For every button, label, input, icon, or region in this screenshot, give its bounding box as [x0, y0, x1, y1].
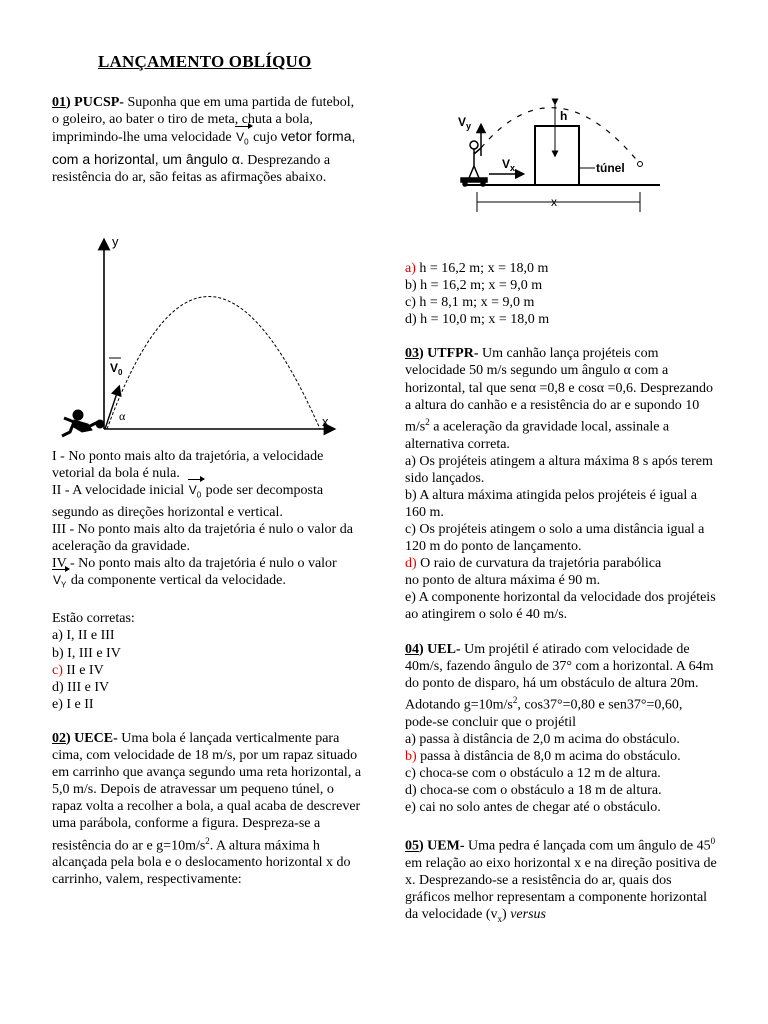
tunnel-block	[535, 126, 579, 185]
q01-intro	[52, 94, 364, 186]
v0-vector-symbol: $V_0$	[188, 482, 202, 503]
q03-number: 03)	[405, 346, 424, 362]
q01-source: PUCSP-	[74, 95, 124, 110]
x-axis-label: x	[322, 413, 329, 429]
q01-statement-4: IV - No ponto mais alto da trajetória é nulo o valor	[52, 555, 337, 571]
q05-number: 05)	[405, 838, 424, 854]
q02-option-a: a) h = 16,2 m; x = 18,0 m	[405, 261, 549, 276]
q03-option-a: a) Os projéteis atingem a altura máxima 8 s após terem sido lançados.	[405, 453, 713, 486]
goalkeeper-figure	[62, 410, 104, 436]
q01-text-end: Desprezando a resistência do ar, são feitas as afirmações abaixo.	[52, 152, 331, 185]
angle-label: α	[119, 408, 126, 423]
q03-option-c: c) Os projéteis atingem o solo a uma distância igual a 120 m do ponto de lançamento.	[405, 521, 705, 555]
q01-prompt: Estão corretas:	[52, 611, 135, 627]
vx-label: $V_x$	[502, 157, 516, 173]
q01-option-d: d) III e IV	[52, 679, 110, 695]
q05-text: 05) UEM- Uma pedra é lançada com um ângulo de $45^0$ em relação ao eixo horizontal x e na direção positiva de x. Desprezando-se a resistência do ar, quais dos gráficos melhor representam a componente horizontal da velocidade $(v_x)$ versus	[405, 836, 717, 924]
tunnel-label: túnel	[596, 161, 625, 175]
q05-source: UEM-	[427, 838, 465, 854]
page-title: LANÇAMENTO OBLÍQUO	[98, 52, 312, 71]
left-column	[52, 94, 364, 888]
vy-vector-symbol: $V_Y$	[52, 572, 67, 593]
q02-question: A altura máxima h alcançada pela bola e o deslocamento horizontal x do carrinho, valem, respectivamente:	[52, 838, 351, 888]
q01-statement-4b: $V_Y$ da componente vertical da velocidade.	[52, 572, 364, 593]
q03-source: UTFPR-	[427, 346, 479, 362]
q01-option-b: b) I, III e IV	[52, 645, 121, 661]
q01-figure	[52, 186, 364, 448]
q01-text-cont: cujo	[253, 130, 278, 146]
q03-option-b: b) A altura máxima atingida pelos projéteis é igual a 160 m.	[405, 487, 697, 520]
q04-number: 04)	[405, 641, 424, 657]
q04-option-a: a) passa à distância de 2,0 m acima do obstáculo.	[405, 731, 680, 747]
q03-option-d-cont: no ponto de altura máxima é 90 m.	[405, 573, 601, 589]
y-axis-label: y	[112, 233, 119, 249]
q01-text: Suponha que em uma partida de futebol, o goleiro, ao bater o tiro de meta, chuta a bola, imprimindo-lhe uma velocidade	[52, 95, 355, 146]
q01-number: 01)	[52, 95, 71, 110]
q03-option-e: e) A componente horizontal da velocidade dos projéteis ao atingirem o solo é 40 m/s.	[405, 590, 716, 623]
right-column	[405, 260, 717, 928]
x-dimension-label: x	[551, 195, 557, 209]
q03-options	[405, 453, 717, 624]
q04-option-d: d) choca-se com o obstáculo a 18 m de altura.	[405, 782, 662, 798]
q03-option-d: d) O raio de curvatura da trajetória parabólica	[405, 556, 662, 572]
q02-figure	[448, 88, 668, 218]
q01-option-e: e) I e II	[52, 696, 94, 712]
q02-option-c: c) h = 8,1 m; x = 9,0 m	[405, 295, 535, 311]
trajectory-curve	[107, 296, 320, 429]
trajectory-figure	[52, 186, 364, 448]
q02-option-d: d) h = 10,0 m; x = 18,0 m	[405, 312, 550, 328]
q03-text: 03) UTFPR- Um canhão lança projéteis com velocidade 50 m/s segundo um ângulo α com a horizontal, tal que senα =0,8 e cosα =0,6. Desprezando a altura do canhão e a resistência do ar e supondo 10 $m/s^2$ a aceleração da gravidade local, assinale a alternativa correta.	[405, 346, 714, 452]
q01-statement-2: II - A velocidade inicial $V_0$ pode ser decomposta segundo as direções horizontal e vertical.	[52, 483, 324, 520]
q02-option-b: b) h = 16,2 m; x = 9,0 m	[405, 278, 543, 294]
q01-statement-3: III - No ponto mais alto da trajetória é nulo o valor da aceleração da gravidade.	[52, 521, 353, 554]
q01-option-c: c) II e IV	[52, 662, 104, 678]
q02-source: UECE-	[74, 730, 118, 746]
q04-text: 04) UEL- Um projétil é atirado com velocidade de 40m/s, fazendo ângulo de 37° com a horizontal. A 64m do ponto de disparo, há um obstáculo de altura 20m. Adotando $g=10m/s^2$, cos37°=0,80 e sen37°=0,60, pode-se concluir que o projétil	[405, 641, 714, 730]
v0-vector-symbol: $V_0$	[235, 129, 249, 150]
q04-options	[405, 731, 717, 816]
boy-on-cart	[461, 141, 487, 186]
vy-label: $V_y$	[458, 115, 472, 131]
q04-option-b: b) passa à distância de 8,0 m acima do obstáculo.	[405, 748, 681, 764]
h-label: h	[560, 109, 568, 123]
q02-options	[405, 260, 717, 328]
q04-option-e: e) cai no solo antes de chegar até o obstáculo.	[405, 800, 661, 816]
cart-tunnel-figure	[448, 88, 668, 218]
q05-versus: versus	[510, 907, 546, 923]
q01-text-line: vetor forma, com a horizontal, um ângulo α.	[52, 128, 356, 167]
q01-options	[52, 627, 364, 712]
v0-label: $V_0$	[110, 360, 123, 377]
q02-number: 02)	[52, 730, 71, 746]
q04-source: UEL-	[427, 641, 461, 657]
q01-option-a: a) I, II e III	[52, 628, 115, 644]
q01-statement-1: I - No ponto mais alto da trajetória, a velocidade vetorial da bola é nula.	[52, 448, 324, 481]
q02-text: 02) UECE- Uma bola é lançada verticalmente para cima, com velocidade de 18 m/s, por um rapaz situado em carrinho que avança segundo uma reta horizontal, a 5,0 m/s. Depois de atravessar um pequeno túnel, o rapaz volta a recolher a bola, a qual acaba de descrever uma parábola, conforme a figura. Despreza-se a resistência do ar e $g=10m/s^2$. A altura máxima h alcançada pela bola e o deslocamento horizontal x do carrinho, valem, respectivamente:	[52, 730, 362, 888]
q04-option-c: c) choca-se com o obstáculo a 12 m de altura.	[405, 765, 661, 781]
v0-arrow	[105, 390, 118, 429]
